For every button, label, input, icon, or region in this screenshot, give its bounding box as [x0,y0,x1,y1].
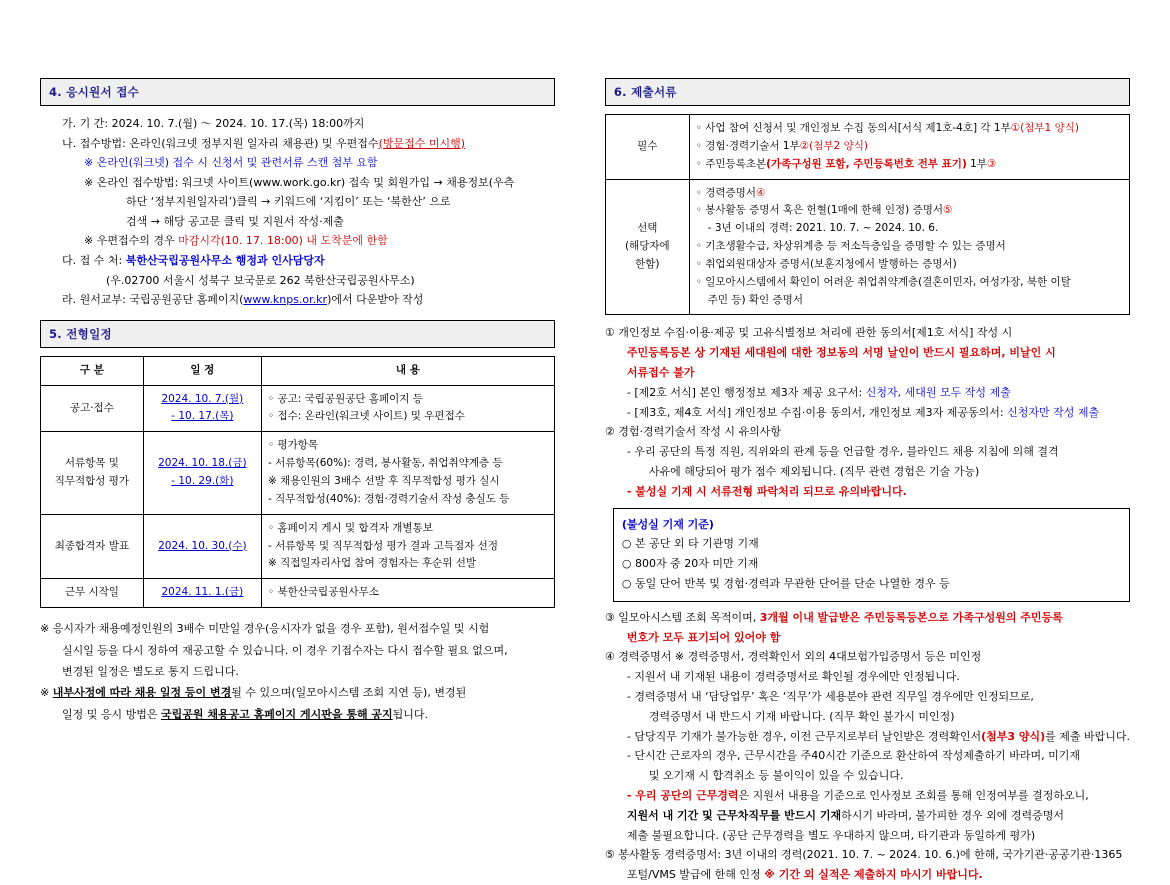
schedule-content-2-b: - 서류항목(60%): 경력, 봉사활동, 취업취약계층 등 [267,457,503,470]
schedule-date-2 [143,432,261,514]
insincere-criteria-title: (불성실 기재 기준) [621,517,714,531]
optional-item-3: - 3년 이내의 경력: 2021. 10. 7. ~ 2024. 10. 6. [707,222,939,235]
note-4-line-5-text: - 담당직무 기재가 불가능한 경우, 이전 근무지로부터 날인받은 경력확인서 [626,729,982,743]
schedule-date-1 [143,385,261,432]
optional-item-2-mark: ⑤ [943,204,953,217]
optional-item-7: 주민 등) 확인 증명서 [707,293,803,306]
schedule-content-1 [261,385,554,432]
note-4-line-6: - 단시간 근로자의 경우, 근무시간을 주40시간 기준으로 환산하여 작성제출하기 바라며, 미기재 [626,749,1080,763]
note-1-line-1 [605,323,1130,343]
required-item-2-mark: ② [799,139,810,152]
note-5-line-2 [605,865,1130,885]
note-3-line-1 [605,608,1130,628]
application-period-line [40,114,555,134]
footnote-1-a: ※ 응시자가 채용예정인원의 3배수 미만일 경우(응시자가 없을 경우 포함), 원서접수일 및 시험 [40,622,490,636]
optional-item-1 [696,185,1123,203]
optional-item-2 [696,202,1123,220]
schedule-content-3-a: ◦ 홈페이지 게시 및 합격자 개별통보 [267,521,433,534]
note-1-line-5 [605,403,1130,423]
note-3-emph: 3개월 이내 발급받은 주민등록등본으로 가족구성원의 주민등록 [759,610,1063,624]
required-item-3 [696,156,1123,174]
form-download-text-a: 국립공원공단 홈페이지( [125,293,244,307]
note-5-line-1 [605,845,1130,865]
note-3-line-2: 번호가 모두 표기되어 있어야 함 [626,630,781,644]
left-footnotes [40,618,555,725]
schedule-content-2-a: ◦ 평가항목 [267,439,319,452]
required-item-2-text: ◦ 경험·경력기술서 1부 [695,139,800,152]
postal-deadline: 마감시각(10. 17. 18:00) 내 도착분에 한함 [178,234,388,248]
online-attach-note: ※ 온라인(워크넷) 접수 시 신청서 및 관련서류 스캔 첨부 요함 [84,156,378,170]
note-4-line-5 [605,727,1130,747]
receipt-place-label: 다. 접 수 처: [62,254,123,268]
insincere-criteria-item-1: ○ 본 공단 외 타 기관명 기재 [621,537,759,551]
right-column [604,78,1130,882]
insincere-criteria-item-3: ○ 동일 단어 반복 및 경험·경력과 무관한 단어를 단순 나열한 경우 등 [621,577,950,590]
note-1-line-5-emph: 신청자만 작성 제출 [1007,405,1100,419]
note-4-line-9 [605,806,1130,826]
schedule-date-4: 2024. 11. 1.(금) [143,579,261,608]
required-item-3-mark: ③ [986,157,997,170]
schedule-date-1-a: 2024. 10. 7.(월) [161,392,244,405]
note-2-line-2: - 우리 공단의 특정 직원, 직위와의 관계 등을 언급할 경우, 블라인드 채용 지침에 의해 결격 [626,445,1059,459]
schedule-col-date: 일 정 [143,356,261,385]
schedule-date-1-b: - 10. 17.(목) [171,410,234,423]
required-item-1 [696,120,1123,138]
note-4-line-8-text: 은 지원서 내용을 기준으로 인사정보 조회를 통해 인정여부를 결정하오니, [738,788,1089,802]
online-method-note-1: ※ 온라인 접수방법: 워크넷 사이트(www.work.go.kr) 접속 및 회원가입 → 채용정보(우측 [84,175,515,189]
note-5-line-2-emph: ※ 기간 외 실적은 제출하지 마시기 바랍니다. [764,868,983,882]
optional-item-2-text: ◦ 봉사활동 증명서 혹은 헌혈(1매에 한해 인정) 증명서 [695,204,944,217]
schedule-division-4: 근무 시작일 [41,579,144,608]
note-3-marker: ③ [604,610,615,624]
form-download-text-b: )에서 다운받아 작성 [327,293,424,307]
note-1-line-4 [605,383,1130,403]
left-column [40,78,565,808]
table-row [605,115,1129,180]
receipt-address: (우.02700 서울시 성북구 보국문로 262 북한산국립공원사무소) [106,273,415,287]
optional-item-1-mark: ④ [755,186,766,199]
required-item-1-text: ◦ 사업 참여 신청서 및 개인정보 수집 동의서[서식 제1호-4호] 각 1부 [695,122,1011,134]
optional-label-a: 선택 [637,222,658,235]
documents-table [605,114,1130,315]
footnote-1-b: 실시일 등을 다시 정하여 재공고할 수 있습니다. 이 경우 기접수자는 다시 접수할 필요 없으며, [62,643,508,657]
insincere-criteria-item-2: ○ 800자 중 20자 미만 기재 [621,557,759,571]
online-method-note-2: 하단 ‘정부지원일자리’)클릭 → 키워드에 ‘지킴이’ 또는 ‘북한산’ 으로 [126,195,451,209]
no-visit-notice: (방문접수 미시행) [378,136,466,150]
note-4-line-4: 경력증명서 내 반드시 기재 바랍니다. (직무 확인 불가시 미인정) [648,709,955,723]
note-2-marker: ② [604,425,615,439]
note-1-text: 개인정보 수집·이용·제공 및 고유식별정보 처리에 관한 동의서[제1호 서식] 작성 시 [618,326,1013,340]
note-5-text: 봉사활동 경력증명서: 3년 이내의 경력(2021. 10. 7. ~ 2024. 10. 6.)에 한해, 국가기관·공공기관·1365 [618,848,1123,862]
note-4-line-2: - 지원서 내 기재된 내용이 경력증명서로 확인될 경우에만 인정됩니다. [626,670,960,684]
note-4-line-8 [605,786,1130,806]
footnote-2-emph: 내부사정에 따라 채용 일정 등이 변경 [52,686,232,700]
note-2-line-4: - 불성실 기재 시 서류전형 파락처리 되므로 유의바랍니다. [626,484,907,498]
optional-item-6: ◦ 일모아시스템에서 확인이 어려운 취업취약계층(결혼이민자, 여성가장, 북한 이탈 [695,275,1071,288]
knps-homepage-link[interactable]: www.knps.or.kr [243,293,328,307]
section-4-body [40,114,555,310]
note-1-line-4-emph: 신청자, 세대원 모두 작성 제출 [865,385,1011,399]
optional-label-c: 한함) [635,257,660,270]
application-method-line [40,134,555,154]
required-item-3-emph: (가족구성원 포함, 주민등록번호 전부 표기) [766,157,967,170]
schedule-content-1-a: ◦ 공고: 국립공원공단 홈페이지 등 [267,392,423,405]
optional-label-b: (해당자에 [624,240,670,253]
required-item-2-form: (첨부2 양식) [809,139,868,152]
documents-required-items [689,115,1129,180]
schedule-header-row [41,356,555,385]
note-4-line-10: 제출 불필요합니다. (공단 근무경력을 별도 우대하지 않으며, 타기관과 동일하게 평가) [626,828,1036,842]
required-item-1-form: (첨부1 양식) [1020,122,1079,134]
note-2-text: 경험·경력기술서 작성 시 유의사항 [618,425,781,439]
required-item-1-mark: ① [1010,122,1021,134]
optional-item-4: ◦ 기초생활수급, 차상위계층 등 저소득층임을 증명할 수 있는 증명서 [695,240,1006,253]
note-4-line-1 [605,647,1130,667]
note-4-line-9-emph: 지원서 내 기간 및 근무차직무를 반드시 기재 [626,808,842,822]
schedule-content-1-b: ◦ 접수: 온라인(워크넷 사이트) 및 우편접수 [267,410,465,423]
note-4-line-9-text: 하시기 바라며, 불가피한 경우 외에 경력증명서 [841,808,1064,822]
note-4-line-8-emph: - 우리 공단의 근무경력 [626,788,739,802]
form-download-line [40,290,555,310]
required-item-3-text: ◦ 주민등록초본 [695,157,767,170]
schedule-division-2 [41,432,144,514]
documents-notes [605,323,1130,885]
note-4-marker: ④ [604,650,615,664]
schedule-content-3-b: - 서류항목 및 직무적합성 평가 결과 고득점자 선정 [267,539,498,552]
table-row [41,385,555,432]
footnote-2-prefix: ※ [40,686,53,700]
note-1-line-2: 주민등록등본 상 기재된 세대원에 대한 정보동의 서명 날인이 반드시 필요하며, 비날인 시 [626,346,1056,360]
schedule-content-3 [261,514,554,579]
schedule-date-2-b: - 10. 29.(화) [171,475,234,487]
note-1-marker: ① [604,326,615,340]
optional-item-1-text: ◦ 경력증명서 [695,186,756,199]
required-item-2 [696,138,1123,156]
documents-required-label: 필수 [605,115,689,180]
footnote-2-b [40,704,555,725]
schedule-content-2-d: - 직무적합성(40%): 경험·경력기술서 작성 충실도 등 [267,492,510,505]
note-4-line-7: 및 오기재 시 합격취소 등 불이익이 있을 수 있습니다. [648,769,904,783]
schedule-division-2-a: 서류항목 및 [64,457,119,470]
note-2-line-3: 사유에 해당되어 평가 점수 제외됩니다. (직무 관련 경험은 기술 가능) [648,465,980,479]
note-3-text: 일모아시스템 조회 목적이며, [618,610,760,624]
schedule-date-3: 2024. 10. 30.(수) [143,514,261,579]
footnote-3-emph: 국립공원 채용공고 홈페이지 게시판을 통해 공지 [161,707,393,721]
documents-optional-label [605,179,689,315]
postal-note-prefix: ※ 우편접수의 경우 [84,234,179,248]
note-5-line-2-text: 포털/VMS 발급에 한해 인정 [626,868,765,882]
application-period-value: 2024. 10. 7.(월) ～ 2024. 10. 17.(목) 18:00까지 [108,117,365,130]
schedule-date-2-a: 2024. 10. 18.(금) [158,457,247,470]
table-row [41,432,555,514]
online-method-note-3: 검색 → 해당 공고문 클릭 및 지원서 작성·제출 [126,214,344,228]
note-1-line-3: 서류접수 불가 [626,366,695,380]
application-period-label: 가. 기 간: [62,117,109,130]
schedule-content-3-c: ※ 직접일자리사업 참여 경험자는 후순위 선발 [267,557,477,570]
optional-item-5: ◦ 취업외원대상자 증명서(보훈지청에서 발행하는 증명서) [695,257,957,270]
footnote-2-suffix: 될 수 있으며(일모아시스템 조회 지연 등), 변경된 [231,686,467,700]
note-1-line-5-text: - [제3호, 제4호 서식] 개인정보 수집·이용 동의서, 개인정보 제3자 제공동의서: [626,405,1008,419]
note-4-line-5-emph: (첨부3 양식) [981,729,1046,743]
schedule-col-content: 내 용 [261,356,554,385]
schedule-content-2-c: ※ 채용인원의 3배수 선발 후 직무적합성 평가 실시 [267,475,500,487]
table-row [41,579,555,608]
table-row [605,179,1129,315]
note-4-line-3: - 경력증명서 내 ‘담당업무’ 혹은 ‘직무’가 세용분야 관련 직무일 경우에만 인정되므로, [626,689,1034,703]
schedule-division-1: 공고·접수 [41,385,144,432]
section-6-header: 6. 제출서류 [605,78,1130,106]
application-method-value: 온라인(워크넷 정부지원 일자리 채용관) 및 우편접수 [125,136,379,150]
footnote-1-c: 변경된 일정은 별도로 통지 드립니다. [62,664,239,678]
schedule-content-4: ◦ 북한산국립공원사무소 [261,579,554,608]
insincere-criteria-box [613,508,1130,602]
schedule-col-division: 구 분 [41,356,144,385]
documents-optional-items [689,179,1129,315]
note-4-line-5-post: 를 제출 바랍니다. [1045,729,1130,743]
section-4-header: 4. 응시원서 접수 [40,78,555,106]
schedule-content-2 [261,432,554,514]
footnote-2-a [40,682,555,703]
section-5-header: 5. 전형일정 [40,320,555,348]
receipt-place-value: 북한산국립공원사무소 행정과 인사담당자 [125,254,325,268]
note-4-text: 경력증명서 ※ 경력증명서, 경력확인서 외의 4대보험가입증명서 등은 미인정 [618,650,982,664]
required-item-3-post: 1부 [966,157,987,170]
schedule-division-2-b: 직무적합성 평가 [54,475,130,487]
note-2-line-1 [605,422,1130,442]
schedule-division-3: 최종합격자 발표 [41,514,144,579]
receipt-place-line [40,251,555,271]
application-method-label: 나. 접수방법: [62,136,126,150]
postal-note [40,231,555,251]
note-5-marker: ⑤ [604,848,615,862]
schedule-table [40,356,555,608]
footnote-3-suffix: 됩니다. [392,707,429,721]
note-1-line-4-text: - [제2호 서식] 본인 행정정보 제3자 제공 요구서: [626,385,866,399]
form-download-label: 라. 원서교부: [62,293,126,307]
table-row [41,514,555,579]
footnote-3-prefix: 일정 및 응시 방법은 [62,707,161,721]
